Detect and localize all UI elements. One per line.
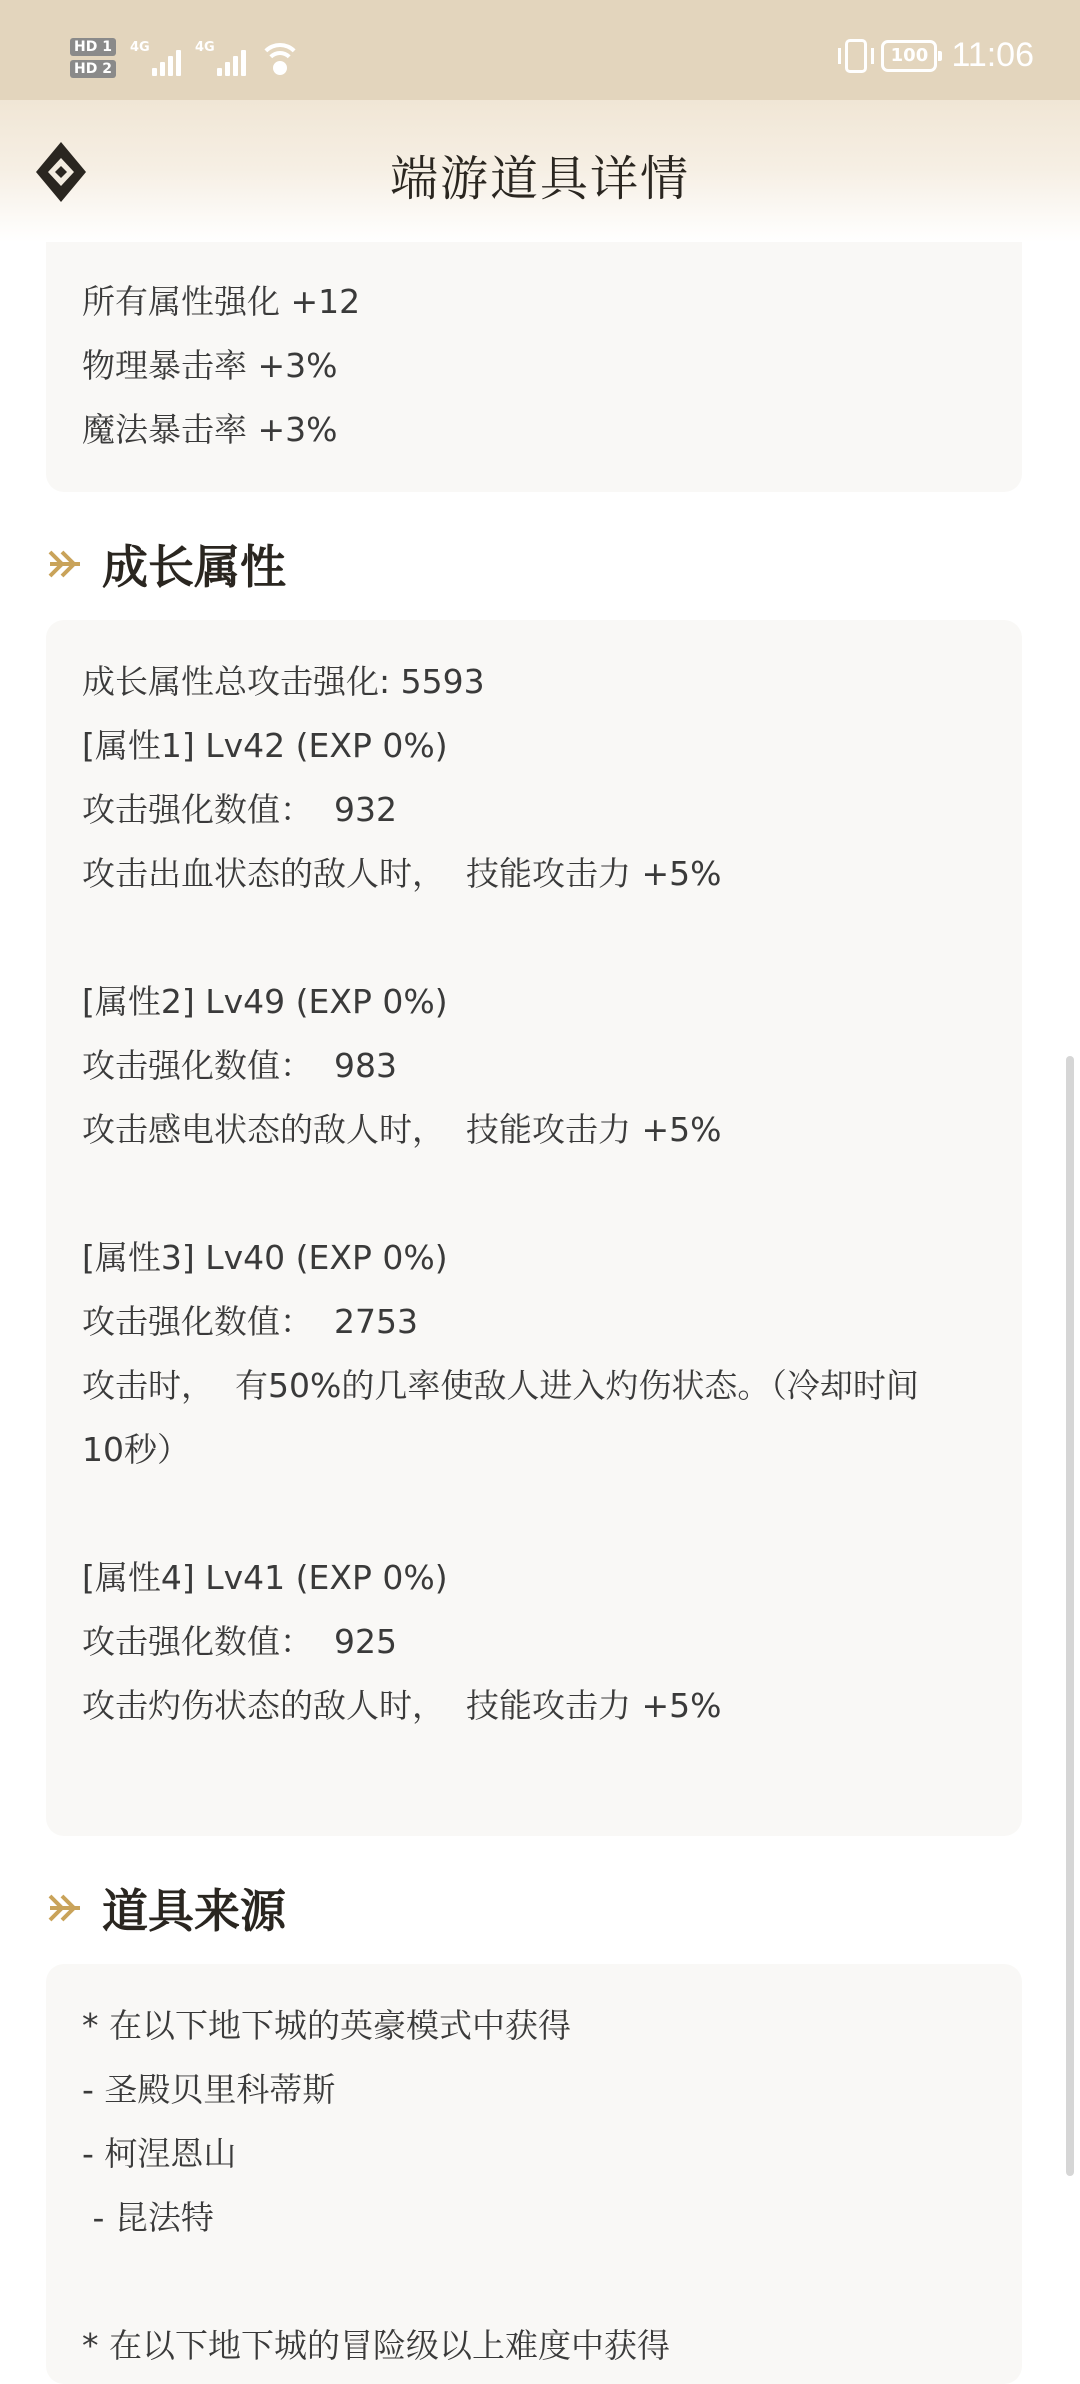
stat-line: 魔法暴击率 +3% (82, 410, 338, 449)
hd2-badge: HD 2 (70, 60, 116, 78)
hd1-badge: HD 1 (70, 38, 116, 56)
growth-line (82, 1482, 986, 1546)
battery-icon: 100 (881, 40, 937, 72)
signal-2-icon (195, 40, 246, 76)
growth-line: [属性4] Lv41 (EXP 0%) (82, 1558, 448, 1597)
vibrate-icon (845, 39, 867, 73)
growth-line: 攻击强化数值： 932 (82, 790, 397, 829)
section-growth-header (46, 524, 286, 604)
growth-line: [属性2] Lv49 (EXP 0%) (82, 982, 448, 1021)
growth-line: 攻击强化数值： 925 (82, 1622, 397, 1661)
growth-line: 攻击强化数值： 983 (82, 1046, 397, 1085)
double-chevron-arrow-icon (46, 546, 86, 582)
growth-line: 攻击灼伤状态的敌人时， 技能攻击力 +5% (82, 1686, 722, 1725)
growth-line: 攻击出血状态的敌人时， 技能攻击力 +5% (82, 854, 722, 893)
growth-line: [属性3] Lv40 (EXP 0%) (82, 1238, 448, 1277)
scrollbar[interactable] (1066, 1056, 1074, 2176)
network-type-2: 4G (194, 40, 215, 55)
stat-line: 所有属性强化 +12 (82, 282, 361, 321)
stats-card (46, 242, 1022, 492)
growth-line: 攻击强化数值： 2753 (82, 1302, 418, 1341)
source-line: - 圣殿贝里科蒂斯 (82, 2070, 336, 2109)
signal-1-icon (130, 40, 181, 76)
growth-line (82, 1162, 986, 1226)
source-line: - 昆法特 (82, 2198, 214, 2237)
source-card (46, 1964, 1022, 2384)
network-type-1: 4G (129, 40, 150, 55)
growth-line: [属性1] Lv42 (EXP 0%) (82, 726, 448, 765)
source-line: * 在以下地下城的冒险级以上难度中获得 (82, 2326, 670, 2365)
growth-card (46, 620, 1022, 1836)
status-left (70, 28, 300, 88)
section-growth-title: 成长属性 (102, 540, 286, 594)
growth-line (82, 906, 986, 970)
growth-line: 10秒） (82, 1430, 190, 1469)
source-line: - 柯涅恩山 (82, 2134, 237, 2173)
stat-line: 物理暴击率 +3% (82, 346, 338, 385)
section-source-title: 道具来源 (102, 1884, 286, 1938)
clock: 11:06 (951, 36, 1034, 74)
app-header (0, 100, 1080, 242)
status-right (845, 36, 1034, 75)
source-line (82, 2250, 986, 2314)
double-chevron-arrow-icon (46, 1890, 86, 1926)
growth-line: 攻击感电状态的敌人时， 技能攻击力 +5% (82, 1110, 722, 1149)
hd-indicators (70, 38, 116, 78)
source-line: * 在以下地下城的英豪模式中获得 (82, 2006, 571, 2045)
section-source-header (46, 1868, 286, 1948)
status-bar (0, 0, 1080, 100)
page-title: 端游道具详情 (389, 151, 690, 207)
wifi-icon (260, 41, 300, 75)
growth-line: 成长属性总攻击强化: 5593 (82, 662, 485, 701)
growth-line: 攻击时， 有50%的几率使敌人进入灼伤状态。（冷却时间 (82, 1366, 919, 1405)
